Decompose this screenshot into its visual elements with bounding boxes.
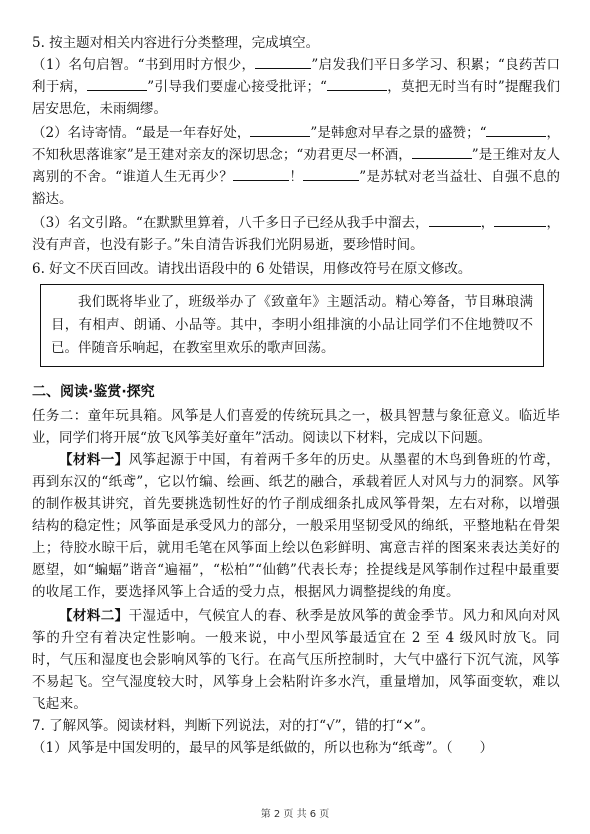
q5-part3: （3）名文引路。“在默默里算着，八千多日子已经从我手中溜去， ， ，没有声音，也没有影子。”朱自清告诉我们光阴易逝，要珍惜时间。 bbox=[32, 212, 560, 256]
q7-heading: 7. 了解风筝。阅读材料，判断下列说法，对的打“√”，错的打“×”。 bbox=[32, 718, 435, 734]
page-footer: 第 2 页 共 6 页 bbox=[260, 809, 330, 820]
material-2-title: 【材料二】 bbox=[59, 608, 129, 624]
section-title: 二、阅读·鉴赏·探究 bbox=[32, 384, 155, 400]
q6-passage-box bbox=[40, 284, 544, 367]
q6-passage: 我们既将毕业了，班级举办了《致童年》主题活动。精心筹备，节目琳琅满目，有相声、朗诵、小品等。其中，李明小组排演的小品让同学们不住地赞叹不已。伴随音乐响起，在教室里欢乐的歌声回荡。 bbox=[51, 294, 533, 356]
q5-part1: （1）名句启智。“书到用时方恨少， ”启发我们平日多学习、积累；“良药苦口利于病， ”引导我们要虚心接受批评；“ ，莫把无时当有时”提醒我们居安思危，未雨绸缪。 bbox=[32, 54, 560, 120]
material-1-title: 【材料一】 bbox=[59, 452, 129, 468]
answer-blank[interactable] bbox=[327, 76, 387, 91]
answer-blank[interactable] bbox=[429, 212, 481, 227]
q5-part2: （2）名诗寄情。“最是一年春好处， ”是韩愈对早春之景的盛赞；“ ，不知秋思落谁家”是王建对亲友的深切思念；“劝君更尽一杯酒， ”是王维对友人离别的不舍。“谁道人生无再少？ ！ ”是苏轼对老当益壮、自强不息的豁达。 bbox=[32, 122, 560, 210]
answer-blank[interactable] bbox=[233, 166, 289, 181]
answer-blank[interactable] bbox=[486, 122, 546, 137]
material-1 bbox=[32, 449, 560, 603]
answer-blank[interactable] bbox=[255, 54, 311, 69]
task-intro: 任务二：童年玩具箱。风筝是人们喜爱的传统玩具之一，极具智慧与象征意义。临近毕业，同学们将开展“放飞风筝美好童年”活动。阅读以下材料，完成以下问题。 bbox=[32, 408, 560, 446]
material-2-text: 干湿适中，气候宜人的春、秋季是放风筝的黄金季节。风力和风向对风筝的升空有着决定性影响。一般来说，中小型风筝最适宜在 2 至 4 级风时放飞。同时，气压和湿度也会影响风筝的飞行。在高气压所控制时，大气中盛行下沉气流，风筝不易起飞。空气湿度较大时，风筝身上会粘附许多水汽，重量增加，风筝面变软，难以飞起来。 bbox=[32, 608, 560, 712]
answer-blank[interactable] bbox=[303, 166, 359, 181]
material-1-text: 风筝起源于中国，有着两千多年的历史。从墨翟的木鸟到鲁班的竹鸢，再到东汉的“纸鸢”，它以竹编、绘画、纸艺的融合，承载着匠人对风与力的洞察。风筝的制作极其讲究，首先要挑选韧性好的竹子削成细条扎成风筝骨架，左右对称，以增强结构的稳定性；风筝面是承受风力的部分，一般采用坚韧受风的绵纸，平整地粘在骨架上；待胶水晾干后，就用毛笔在风筝面上绘以色彩鲜明、寓意吉祥的图案来表达美好的愿望，如“蝙蝠”谐音“遍福”，“松柏”“仙鹤”代表长寿；拴提线是风筝制作过程中最重要的收尾工作，要选择风筝上合适的受力点，根据风力调整提线的角度。 bbox=[32, 452, 560, 600]
answer-blank[interactable] bbox=[494, 212, 546, 227]
q7-item-1: （1）风筝是中国发明的，最早的风筝是纸做的，所以也称为“纸鸢”。（ ） bbox=[32, 740, 494, 756]
page-content bbox=[32, 32, 560, 759]
q6-heading: 6. 好文不厌百回改。请找出语段中的 6 处错误，用修改符号在原文修改。 bbox=[32, 261, 472, 277]
q5-heading: 5. 按主题对相关内容进行分类整理，完成填空。 bbox=[32, 35, 320, 51]
answer-blank[interactable] bbox=[87, 76, 147, 91]
answer-blank[interactable] bbox=[412, 144, 472, 159]
answer-blank[interactable] bbox=[250, 122, 310, 137]
material-2 bbox=[32, 605, 560, 715]
